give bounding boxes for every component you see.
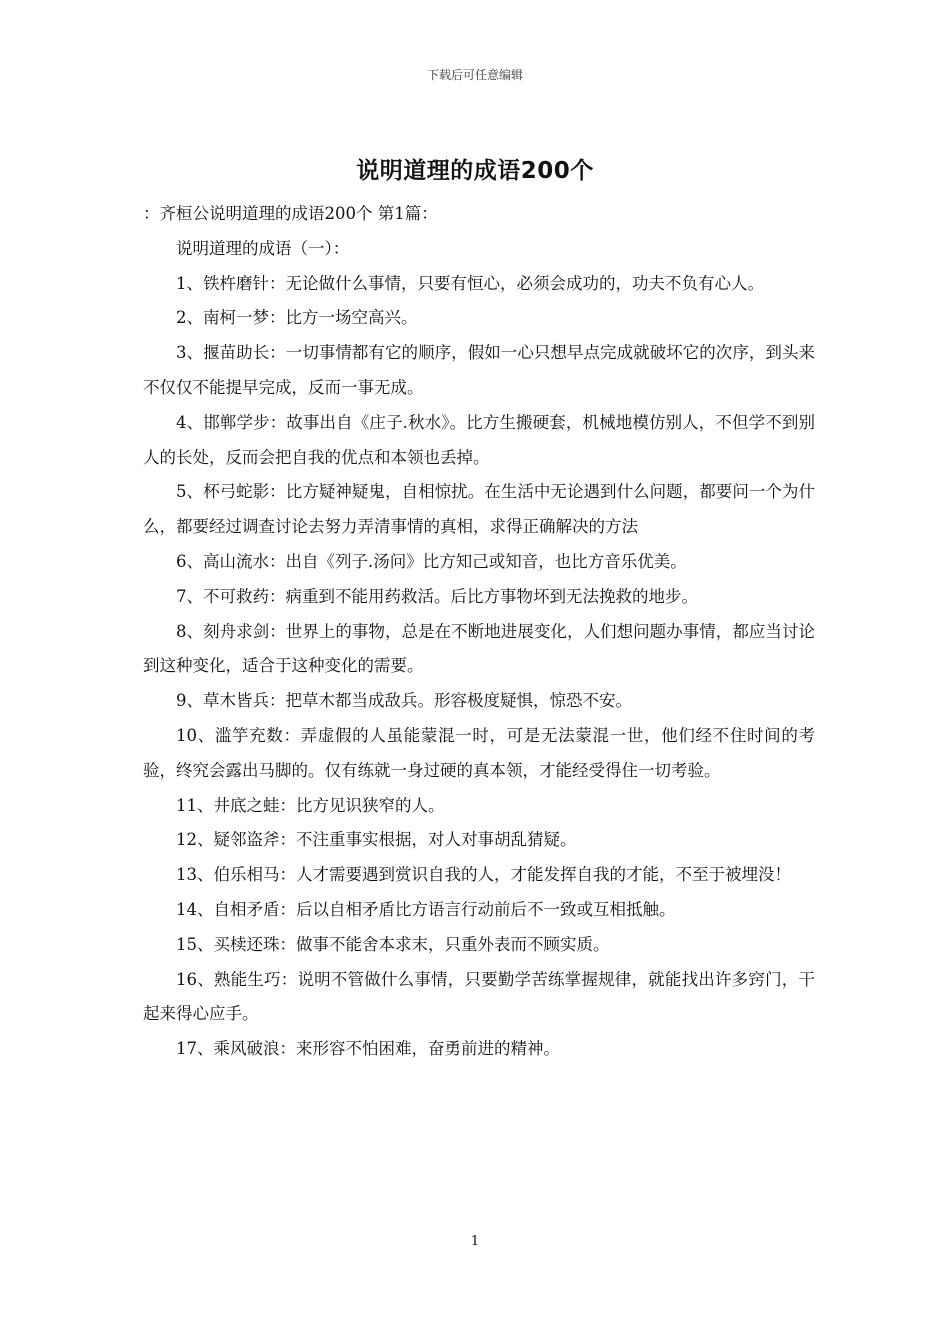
idiom-item-13: 13、伯乐相马：人才需要遇到赏识自我的人，才能发挥自我的才能，不至于被埋没！	[176, 865, 791, 885]
idiom-item-4: 4、邯郸学步：故事出自《庄子.秋水》。比方生搬硬套，机械地模仿别人，不但学不到别人的长处，反而会把自我的优点和本领也丢掉。	[143, 412, 815, 467]
document-title: 说明道理的成语200个	[356, 158, 594, 184]
page-number: 1	[470, 1234, 480, 1249]
idiom-item-2: 2、南柯一梦：比方一场空高兴。	[176, 308, 418, 328]
idiom-item-16: 16、熟能生巧：说明不管做什么事情，只要勤学苦练掌握规律，就能找出许多窍门，干起来得心应手。	[143, 969, 815, 1024]
idiom-item-11: 11、井底之蛙：比方见识狭窄的人。	[176, 795, 445, 815]
idiom-item-3: 3、揠苗助长：一切事情都有它的顺序，假如一心只想早点完成就破坏它的次序，到头来不仅仅不能提早完成，反而一事无成。	[143, 343, 815, 397]
idiom-item-12: 12、疑邻盗斧：不注重事实根据，对人对事胡乱猜疑。	[176, 830, 577, 850]
idiom-item-10: 10、滥竽充数：弄虚假的人虽能蒙混一时，可是无法蒙混一世，他们经不住时间的考验，终究会露出马脚的。仅有练就一身过硬的真本领，才能经受得住一切考验。	[143, 725, 815, 780]
intro-line: ：齐桓公说明道理的成语200个 第1篇：	[143, 204, 438, 223]
document-body	[143, 197, 815, 1067]
idiom-item-1: 1、铁杵磨针：无论做什么事情，只要有恒心，必须会成功的，功夫不负有心人。	[176, 273, 764, 293]
section-heading: 说明道理的成语（一）：	[176, 238, 350, 258]
idiom-item-6: 6、高山流水：出自《列子.汤问》比方知己或知音，也比方音乐优美。	[176, 551, 687, 571]
idiom-item-8: 8、刻舟求剑：世界上的事物，总是在不断地进展变化，人们想问题办事情，都应当讨论到这种变化，适合于这种变化的需要。	[143, 621, 815, 676]
idiom-item-15: 15、买椟还珠：做事不能舍本求末，只重外表而不顾实质。	[176, 934, 610, 954]
idiom-item-9: 9、草木皆兵：把草木都当成敌兵。形容极度疑惧，惊恐不安。	[176, 691, 632, 711]
idiom-item-5: 5、杯弓蛇影：比方疑神疑鬼，自相惊扰。在生活中无论遇到什么问题，都要问一个为什么，都要经过调查讨论去努力弄清事情的真相，求得正确解决的方法	[143, 482, 815, 537]
idiom-item-14: 14、自相矛盾：后以自相矛盾比方语言行动前后不一致或互相抵触。	[176, 899, 676, 919]
idiom-item-17: 17、乘风破浪：来形容不怕困难，奋勇前进的精神。	[176, 1039, 560, 1059]
header-note: 下载后可任意编辑	[426, 68, 523, 82]
idiom-item-7: 7、不可救药：病重到不能用药救活。后比方事物坏到无法挽救的地步。	[176, 586, 698, 606]
